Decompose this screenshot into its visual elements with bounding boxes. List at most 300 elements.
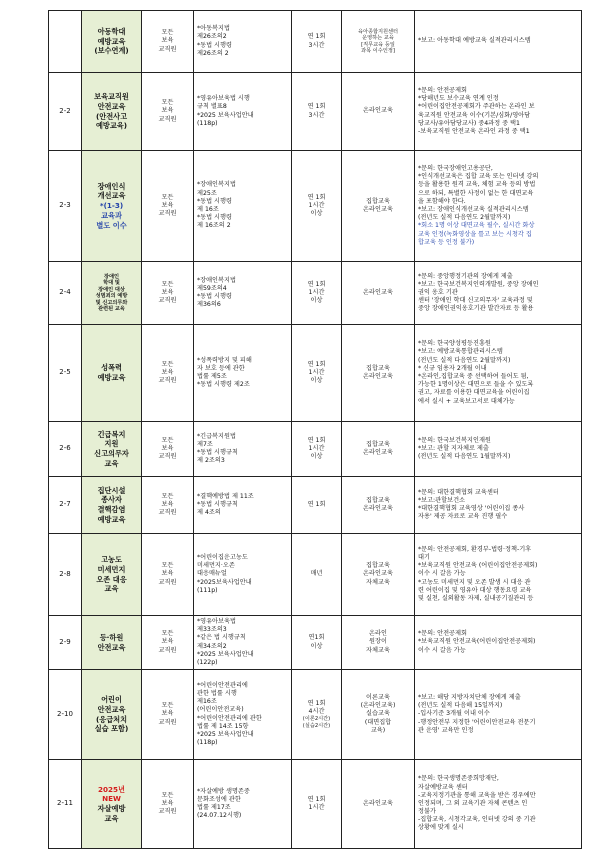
text-line: 이상 [310,642,323,650]
training-title [82,262,142,325]
text-line: (122p) [197,658,218,666]
text-line: *대한결핵협회 교육영상 '어린이집 종사 [418,505,525,512]
training-method [342,151,415,262]
text-line: *보고: 예방교육통합관리시스템 [418,348,503,356]
text-line: 등을 활용한 원격 교육, 체험 교육 등의 방법 [418,181,536,189]
text-line: (118p) [197,119,218,127]
text-line: 보육 [161,638,174,646]
notes [415,73,582,151]
text-line: 관한 법률 시행 [197,689,237,697]
text-line: 제16조 [197,698,217,706]
text-line: 모든 [161,702,174,710]
text-line: 보육 [161,288,174,296]
text-line: -교육지정기관을 통해 교육을 받은 경우에만 [418,791,536,799]
text-line: *자살예방 생명존중 [197,787,250,795]
text-line: (온라인교육) [360,702,396,710]
text-line: *문의: 안전공제회 [418,86,467,94]
text-line: 교직원 [158,210,177,218]
table-row [49,477,582,534]
notes [415,262,582,325]
text-line: 모든 [161,280,174,288]
text-line: 법률 제 14조 15항 [197,722,249,730]
text-line: 교육과 [101,210,122,220]
text-line: *문의: 안전공제회 [418,630,467,638]
legal-basis [194,325,292,422]
text-line: 교직원 [158,646,177,654]
text-line: *보고:관할보건소 [418,496,466,504]
legal-basis [194,616,292,670]
text-line: 연1회 [308,634,325,642]
notes [415,11,582,73]
text-line: 긴급복지 [97,429,126,439]
text-line: *문의: 한국보건복지인재원 [418,436,491,444]
training-title [82,151,142,262]
row-number: 2-11 [49,760,82,849]
text-line: 자 보호 등에 관한 [197,364,245,372]
table-row [49,262,582,325]
text-line: (전년도 실적 다음연도 2월말까지) [418,356,511,364]
text-line: 에서 실시 + 교육보고서로 대체가능 [418,397,515,405]
text-line: 제33조의3 [197,626,227,634]
text-line: 모든 [161,630,174,638]
text-line: 센터 '장애인 학대 신고의무자' 교육과정 및 [418,297,533,305]
frequency [292,477,342,534]
text-line: 교육 인정(녹화영상을 틀고 보는 시청각 집 [418,230,532,238]
text-line: *고농도 미세먼지 및 오존 발생 시 대응 관 [418,578,531,586]
target-audience [142,11,194,73]
text-line: 자살예방교육 센터 [418,783,468,791]
text-line: 제59조의4 [197,284,227,292]
text-line: 문화조성에 관한 [197,795,241,803]
text-line: 장애인 [103,273,120,280]
training-title [82,760,142,849]
training-method [342,262,415,325]
text-line: -보육교직원 안전교육 온라인 과정 중 택1 [418,127,530,135]
training-title [82,670,142,760]
training-title [82,534,142,616]
text-line: -집합교육, 시청각교육, 인터넷 강의 중 기관 [418,816,536,824]
text-line: *긴급복지원법 [197,432,236,440]
text-line: *문의: 대한결핵협회 교육센터 [418,488,499,496]
text-line: (전년도 실적 다음연도 2월말까지) [418,214,511,222]
notes [415,534,582,616]
text-line: 집합교육 [366,197,390,205]
text-line: 교직원 [158,45,177,53]
text-line: -행정안전부 지정한 '어린이안전교육 전문기 [418,718,536,726]
text-line: 1시간 [308,288,325,296]
text-line: 교직원 [158,578,177,586]
text-line: 원장이 [369,638,387,646]
text-line: 모든 [161,562,174,570]
text-line: 집합교육 [366,562,390,570]
text-line: 인정되며, 그 외 교육기관 자체 콘텐츠 인 [418,799,528,807]
text-line: 교육 [104,813,119,823]
notes [415,670,582,760]
target-audience [142,616,194,670]
notes [415,422,582,477]
text-line: *성폭력방지 및 피해 [197,356,252,364]
text-line: 성폭력 [101,363,122,373]
text-line: 아동학대 [97,26,126,36]
table-row [49,760,582,849]
target-audience [142,477,194,534]
text-line: (대면집합 [364,718,392,726]
text-line: 연 1회 [307,795,326,803]
text-line: 안전교육 [97,704,126,714]
text-line: 온라인교육 [363,373,393,380]
text-line: *아동복지법 [197,25,230,33]
training-title [82,477,142,534]
text-line: 연 1회 [307,33,326,41]
text-line: 이상 [310,453,323,461]
text-line: 집합교육 [366,496,390,504]
text-line: 교육) [370,726,386,734]
text-line: 별도 이수 [96,220,127,230]
table-row [49,616,582,670]
text-line: 교직원 [158,808,177,816]
row-number: 2-8 [49,534,82,616]
training-title [82,73,142,151]
row-number: 2-4 [49,262,82,325]
notes [415,477,582,534]
table-row [49,422,582,477]
text-line: 온라인교육 [363,449,393,456]
frequency [292,422,342,477]
text-line: 을 포함해야 한다. [418,197,466,205]
training-title [82,325,142,422]
training-table [48,10,582,849]
training-title [82,616,142,670]
text-line: 연 1회 [307,436,326,444]
text-line: *동법 시행규칙 [197,449,238,456]
text-line: 제26조의 2 [197,49,229,57]
text-line: 자용' 제공 자료로 교육 진행 필수 [418,513,508,521]
text-line: *같은 법 시행규칙 [197,634,246,642]
frequency [292,151,342,262]
row-number: 2-10 [49,670,82,760]
text-line: 보육 [161,368,174,376]
text-line: 안전교육 [97,642,126,652]
text-line: 보육 [161,201,174,209]
legal-basis [194,73,292,151]
text-line: *결핵예방법 제 11조 [197,492,254,500]
text-line: 어린이 [101,695,122,705]
text-line: NEW [102,794,121,804]
text-line: *어린이집안전공제회가 주관하는 온라인 보 [418,103,535,111]
text-line: *어린이안전관리에 관한 [197,714,262,722]
text-line: 연 1회 [307,280,326,288]
text-line: 제25조 [197,189,217,197]
text-line: 교직원 [158,377,177,385]
training-method [342,325,415,422]
text-line: 교육 [104,584,119,594]
text-line: 보육교직원 [94,92,129,102]
training-method [342,760,415,849]
text-line: 종사자 [101,495,122,505]
text-line: *2025보육사업안내 [197,578,252,586]
text-line: *영유아보육법 시행 [197,95,250,103]
text-line: 안전교육 [97,101,126,111]
text-line: 제34조의2 [197,642,227,650]
frequency [292,760,342,849]
training-method [342,422,415,477]
frequency [292,670,342,760]
text-line: (이론2시간) [302,716,331,723]
text-line: 권고, 자료를 이용한 대면교육을 어린이집 [418,389,530,397]
text-line: 보육 [161,444,174,452]
text-line: *동법 시행령 [197,293,232,300]
training-title [82,422,142,477]
text-line: -입사기준 3개월 이내 이수 [418,710,490,718]
text-line: 이상 [310,297,323,305]
text-line: 연 1회 [307,500,326,508]
text-line: 대응매뉴얼 [197,570,227,578]
target-audience [142,534,194,616]
text-line: 1시간 [308,201,325,209]
text-line: *보육교직원 안전교육 (어린이집안전공제회) [418,562,538,570]
text-line: 이수 시 갈음 가능 [418,646,466,654]
text-line: 개선교육 [97,191,126,201]
text-line: 예방교육 [97,36,126,46]
text-line: 이상 [310,377,323,385]
text-line: 연 1회 [307,103,326,111]
text-line: 제 16조 [197,206,219,213]
text-line: *장애인복지법 [197,276,236,284]
frequency [292,534,342,616]
text-line: 고농도 [101,555,122,565]
text-line: 법률 제5조 [197,373,227,380]
text-line: *보고: 아동학대 예방교육 실적관리시스템 [418,37,531,45]
text-line: *동법 시행규칙 [197,500,238,508]
text-line: *어린이집운고농도 [197,554,248,562]
target-audience [142,325,194,422]
text-line: 교직원 [158,509,177,517]
text-line: 육아종합지원센터 [357,28,399,35]
text-line: 제7조 [197,440,213,448]
text-line: 온라인교육 [363,505,393,512]
text-line: 가능한 1명이상은 대면으로 들을 수 있도록 [418,381,534,389]
training-method [342,11,415,73]
text-line: 대기 [418,554,430,562]
target-audience [142,151,194,262]
text-line: 연 1회 [307,360,326,368]
text-line: 제 4조의 [197,509,221,517]
text-line: 미세먼지 [97,564,126,574]
text-line: 오존 대응 [96,574,127,584]
text-line: (111p) [197,586,218,594]
text-line: *(1-3) [99,201,124,211]
text-line: 관련된 교육 [98,306,125,312]
text-line: 보육 [161,710,174,718]
text-line: 자체교육 [366,578,390,586]
legal-basis [194,477,292,534]
text-line: 장애인식 [97,181,126,191]
text-line: *당해년도 보수교육 연계 인정 [418,95,499,103]
notes [415,760,582,849]
text-line: 미세먼지·오존 [197,562,235,570]
text-line: (118p) [197,739,218,747]
training-method [342,73,415,151]
text-line: *문의: 한국생명존중희망재단, [418,775,499,783]
text-line: 제 16조의 2 [197,222,231,230]
text-line: 3시간 [308,41,325,49]
legal-basis [194,422,292,477]
text-line: 합교육 등 인정 불가) [418,238,475,246]
table-body [49,11,582,849]
text-line: 지원 [104,439,119,449]
text-line: 련 어린이집 및 영유아 대상 행동요령 교육 [418,586,532,594]
text-line: 이론교육 [366,694,390,702]
text-line: *2025 보육사업안내 [197,650,254,658]
frequency [292,11,342,73]
text-line: *문의: 안전공제회, 환경부-법령·정책-기후 [418,545,532,553]
text-line: 학대 및 [103,280,120,286]
text-line: 예방교육 [97,514,126,524]
text-line: 보육 [161,107,174,115]
text-line: 실습 포함) [94,724,129,734]
text-line: 온라인교육 [363,107,393,115]
notes [415,616,582,670]
text-line: 온라인교육 [363,799,393,807]
text-line: 모든 [161,360,174,368]
text-line: 모든 [161,99,174,107]
text-line: (실습2시간) [302,722,331,729]
text-line: 정불가 [418,808,436,816]
text-line: *문의: 중앙행정기관의 장에게 제출 [418,272,513,280]
text-line: 법률 제17조 [197,804,231,811]
legal-basis [194,534,292,616]
text-line: [직무교육 등일 [361,41,395,48]
text-line: 교육 [104,458,119,468]
text-line: 온라인교육 [363,288,393,296]
text-line: 운영하는 교육 [362,35,394,41]
frequency [292,325,342,422]
text-line: (응급처치 [95,714,128,724]
text-line: *문의: 한국장애인고용공단, [418,165,493,173]
text-line: 실습교육 [366,710,390,718]
text-line: 보육 [161,37,174,45]
target-audience [142,73,194,151]
text-line: *어린이안전관리에 [197,681,248,689]
text-line: 보육 [161,570,174,578]
text-line: 교직원 [158,297,177,305]
text-line: *장애인복지법 [197,181,236,189]
table-row [49,151,582,262]
text-line: *보육교직원 안전교육(어린이집안전공제회) [418,638,536,646]
text-line: *보고: 관할 지자체로 제출 [418,444,489,452]
text-line: 예방교육 [97,373,126,382]
text-line: 중앙 장애인권익옹호기관 발간자료 등 활용 [418,305,534,313]
frequency [292,73,342,151]
text-line: 집합교육 [366,364,390,372]
text-line: 권익 옹호 기관 [418,288,458,296]
target-audience [142,670,194,760]
training-method [342,670,415,760]
text-line: 온라인교육 [363,206,393,213]
row-number [49,11,82,73]
table-row [49,325,582,422]
training-method [342,534,415,616]
table-row [49,534,582,616]
text-line: 1시간 [308,804,325,811]
text-line: 매년 [310,570,323,578]
text-line: 연 1회 [307,699,326,707]
text-line: 장애인 대상 [98,286,125,293]
text-line: 1시간 [308,444,325,452]
text-line: *2025 보육사업안내 [197,730,254,738]
target-audience [142,422,194,477]
text-line: 제26조의2 [197,33,227,41]
text-line: (전년도 실적 다음해 15일까지) [418,702,503,710]
text-line: *동법 시행령 [197,214,232,222]
row-number: 2-2 [49,73,82,151]
text-line: 결핵감염 [97,505,126,514]
text-line: 제 2조의3 [197,457,225,465]
training-title [82,11,142,73]
text-line: 모든 [161,29,174,37]
table-row [49,11,582,73]
text-line: 3시간 [308,111,325,119]
text-line: 및 신고의무와 [95,299,128,306]
text-line: 제36의6 [197,301,221,309]
text-line: 보육 [161,799,174,807]
target-audience [142,262,194,325]
text-line: 자살예방 [97,804,126,813]
text-line: 교직원 [158,718,177,726]
text-line: 관 운영' 교육만 인정 [418,726,474,734]
row-number: 2-9 [49,616,82,670]
text-line: 4시간 [308,708,325,715]
table-row [49,670,582,760]
text-line: *영유아보육법 [197,617,236,625]
text-line: 모든 [161,436,174,444]
text-line: 규칙 별표8 [197,103,227,111]
text-line: *회소 1명 이상 대면교육 필수, 실시간 화상 [418,222,535,230]
text-line: 으로 하되, 특별한 사정이 없는 한 대면교육 [418,189,534,197]
row-number: 2-3 [49,151,82,262]
text-line: 교직원 [158,453,177,461]
text-line: 이상 [310,210,323,218]
text-line: * 신규 임용자 2개월 이내 [418,364,487,372]
text-line: 온라인교육 [363,570,393,578]
text-line: *2025 보육사업안내 [197,111,254,119]
text-line: 교직원 [158,115,177,123]
frequency [292,262,342,325]
row-number: 2-7 [49,477,82,534]
legal-basis [194,760,292,849]
text-line: *보고: 장애인식개선교육 실적관리시스템 [418,206,529,213]
text-line: 보육 [161,500,174,508]
row-number: 2-5 [49,325,82,422]
notes [415,325,582,422]
row-number: 2-6 [49,422,82,477]
text-line: 1시간 [308,368,325,376]
legal-basis [194,151,292,262]
text-line: 등·하원 [99,632,124,642]
text-line: 성범죄의 예방 [95,293,128,299]
text-line: 집합교육 [366,440,390,448]
text-line: *동법 시행령 제2조 [197,381,250,389]
text-line: 모든 [161,791,174,799]
training-method [342,616,415,670]
text-line: 상황에 맞게 실시 [418,824,464,832]
text-line: *온라인,집합교육 중 선택하여 들어도 됨, [418,373,529,380]
text-line: 및 실천, 실외활동 자제, 실내공기질관리 등 [418,594,534,602]
text-line: 온라인 [369,630,387,638]
legal-basis [194,262,292,325]
text-line: 예방교육) [95,121,128,131]
training-method [342,477,415,534]
